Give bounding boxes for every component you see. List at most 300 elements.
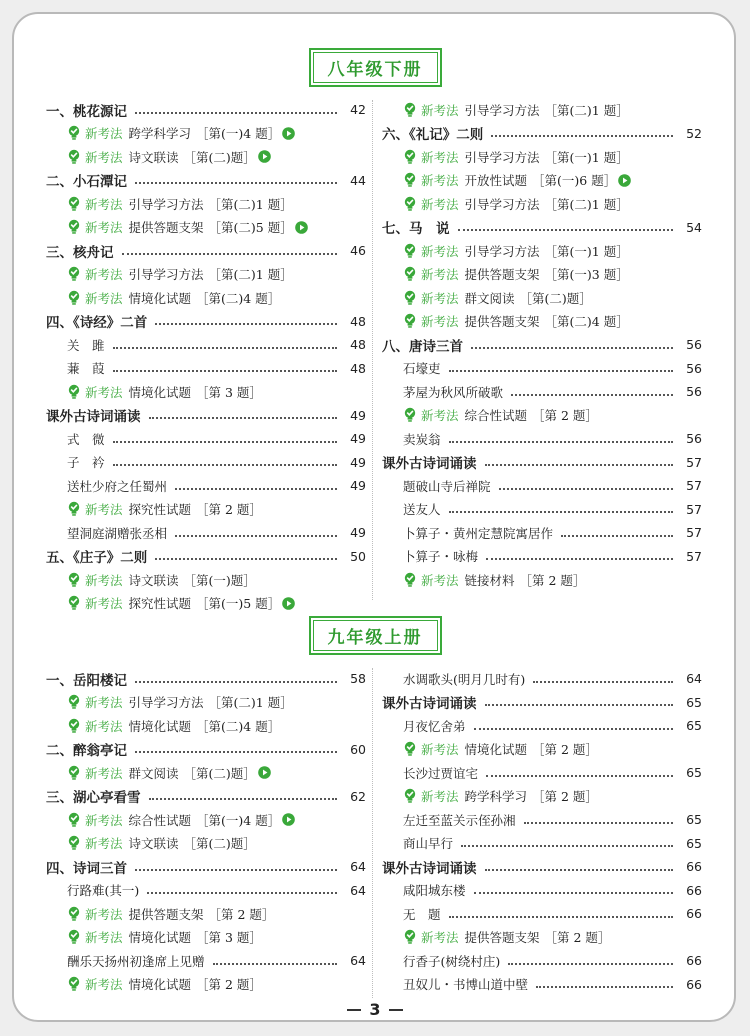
question-reference: ［第(二)1 题］ — [544, 102, 629, 118]
dot-leader — [113, 370, 337, 372]
dot-leader — [485, 869, 674, 871]
new-exam-method-tag: 新考法 — [85, 126, 123, 142]
question-type: 群文阅读 — [128, 765, 179, 781]
question-type: 跨学科学习 — [128, 126, 192, 142]
question-type: 引导学习方法 — [464, 196, 540, 212]
toc-page-number: 57 — [686, 548, 702, 564]
dot-leader — [533, 681, 673, 683]
question-reference: ［第 2 题］ — [532, 742, 598, 758]
dot-leader — [149, 417, 338, 419]
dot-leader — [449, 511, 673, 513]
toc-entry — [382, 667, 702, 691]
question-type: 提供答题支架 — [128, 906, 204, 922]
lightbulb-icon — [67, 718, 81, 734]
toc-page-number: 62 — [350, 788, 366, 804]
new-exam-method-entry — [382, 98, 702, 122]
toc-entry-title: 丑奴儿・书博山道中壁 — [403, 977, 529, 993]
toc-entry-title: 式 微 — [67, 431, 105, 447]
lightbulb-icon — [67, 929, 81, 945]
toc-chapter-heading — [382, 122, 702, 146]
new-exam-method-tag: 新考法 — [85, 812, 123, 828]
toc-entry-title: 课外古诗词诵读 — [382, 696, 477, 713]
new-exam-method-tag: 新考法 — [421, 930, 459, 946]
toc-page-number: 49 — [350, 454, 366, 470]
lightbulb-icon — [67, 266, 81, 282]
toc-entry — [382, 902, 702, 926]
lightbulb-icon — [403, 741, 417, 757]
toc-chapter-heading — [382, 451, 702, 475]
dot-leader — [499, 488, 673, 490]
toc-entry-title: 课外古诗词诵读 — [382, 456, 477, 473]
dot-leader — [135, 869, 337, 871]
dot-leader — [491, 135, 673, 137]
toc-entry-title: 卖炭翁 — [403, 431, 441, 447]
toc-entry-title: 行香子(树绕村庄) — [403, 953, 501, 969]
lightbulb-icon — [67, 572, 81, 588]
dot-leader — [135, 112, 337, 114]
new-exam-method-tag: 新考法 — [85, 906, 123, 922]
section-banner-label: 八年级下册 — [313, 52, 438, 83]
new-exam-method-entry — [46, 380, 366, 404]
lightbulb-icon — [67, 595, 81, 611]
toc-entry-title: 五、《庄子》二则 — [46, 550, 148, 567]
new-exam-method-tag: 新考法 — [421, 102, 459, 118]
dot-leader — [471, 347, 673, 349]
toc-entry-title: 行路难(其一) — [67, 883, 140, 899]
footer-dash-left — [347, 1009, 361, 1011]
toc-page-number: 56 — [686, 360, 702, 376]
toc-page-number: 48 — [350, 337, 366, 353]
question-type: 情境化试题 — [128, 718, 192, 734]
toc-chapter-heading — [46, 545, 366, 569]
dot-leader — [113, 464, 337, 466]
toc-entry-title: 茅屋为秋风所破歌 — [403, 384, 504, 400]
question-type: 探究性试题 — [128, 596, 192, 612]
toc-entry — [382, 879, 702, 903]
toc-page-number: 64 — [350, 882, 366, 898]
question-type: 探究性试题 — [128, 502, 192, 518]
toc-chapter-heading — [46, 310, 366, 334]
toc-entry-title: 三、核舟记 — [46, 244, 114, 261]
toc-chapter-heading — [46, 855, 366, 879]
new-exam-method-tag: 新考法 — [85, 149, 123, 165]
new-exam-method-entry — [46, 145, 366, 169]
lightbulb-icon — [403, 266, 417, 282]
toc-chapter-heading — [46, 738, 366, 762]
dot-leader — [113, 441, 337, 443]
question-reference: ［第(二)1 题］ — [544, 196, 629, 212]
new-exam-method-entry — [46, 808, 366, 832]
column-divider — [372, 100, 373, 600]
toc-entry — [382, 357, 702, 381]
new-exam-method-entry — [46, 192, 366, 216]
toc-page-number: 42 — [350, 102, 366, 118]
lightbulb-icon — [67, 765, 81, 781]
question-type: 引导学习方法 — [128, 196, 204, 212]
toc-entry-title: 二、醉翁亭记 — [46, 743, 127, 760]
toc-entry — [46, 333, 366, 357]
lightbulb-icon — [67, 125, 81, 141]
question-reference: ［第(二)题］ — [183, 149, 256, 165]
new-exam-method-entry — [46, 498, 366, 522]
question-type: 引导学习方法 — [464, 243, 540, 259]
question-reference: ［第(一)1 题］ — [544, 243, 629, 259]
toc-entry — [382, 973, 702, 997]
lightbulb-icon — [403, 788, 417, 804]
lightbulb-icon — [403, 572, 417, 588]
question-type: 引导学习方法 — [128, 695, 204, 711]
question-reference: ［第(一)3 题］ — [544, 267, 629, 283]
dot-leader — [449, 441, 673, 443]
question-reference: ［第(二)题］ — [183, 765, 256, 781]
dot-leader — [122, 253, 338, 255]
toc-page-number: 57 — [686, 501, 702, 517]
new-exam-method-tag: 新考法 — [85, 196, 123, 212]
new-exam-method-entry — [46, 592, 366, 616]
toc-entry — [46, 879, 366, 903]
new-exam-method-entry — [382, 785, 702, 809]
lightbulb-icon — [403, 290, 417, 306]
dot-leader — [485, 464, 674, 466]
toc-entry-title: 一、桃花源记 — [46, 103, 127, 120]
toc-page-number: 56 — [686, 384, 702, 400]
toc-chapter-heading — [382, 855, 702, 879]
toc-page-number: 56 — [686, 431, 702, 447]
question-type: 引导学习方法 — [128, 267, 204, 283]
toc-entry-title: 七、马 说 — [382, 221, 450, 238]
question-type: 跨学科学习 — [464, 789, 528, 805]
new-exam-method-tag: 新考法 — [421, 789, 459, 805]
toc-left-column — [46, 667, 366, 996]
question-type: 综合性试题 — [128, 812, 192, 828]
question-reference: ［第(一)4 题］ — [196, 812, 281, 828]
toc-entry-title: 长沙过贾谊宅 — [403, 765, 479, 781]
new-exam-method-entry — [46, 973, 366, 997]
new-exam-method-tag: 新考法 — [421, 290, 459, 306]
toc-entry — [382, 545, 702, 569]
toc-page-number: 49 — [350, 431, 366, 447]
new-exam-method-tag: 新考法 — [421, 267, 459, 283]
new-exam-method-tag: 新考法 — [421, 196, 459, 212]
question-reference: ［第(二)题］ — [519, 290, 592, 306]
new-exam-method-tag: 新考法 — [421, 243, 459, 259]
toc-entry — [46, 427, 366, 451]
new-exam-method-tag: 新考法 — [85, 930, 123, 946]
section-banner-grade8-vol2 — [0, 52, 750, 82]
play-video-icon[interactable] — [282, 597, 295, 610]
new-exam-method-tag: 新考法 — [85, 977, 123, 993]
lightbulb-icon — [403, 313, 417, 329]
toc-page-number: 48 — [350, 313, 366, 329]
toc-entry-title: 望洞庭湖赠张丞相 — [67, 525, 168, 541]
toc-entry — [382, 949, 702, 973]
lightbulb-icon — [403, 149, 417, 165]
toc-chapter-heading — [46, 404, 366, 428]
new-exam-method-entry — [46, 122, 366, 146]
toc-page-number: 44 — [350, 172, 366, 188]
toc-page-number: 65 — [686, 835, 702, 851]
toc-page-number: 64 — [350, 953, 366, 969]
dot-leader — [175, 535, 337, 537]
toc-entry — [382, 761, 702, 785]
question-type: 提供答题支架 — [464, 930, 540, 946]
toc-entry-title: 送友人 — [403, 502, 441, 518]
toc-page-number: 64 — [350, 859, 366, 875]
question-reference: ［第 2 题］ — [519, 572, 586, 588]
question-reference: ［第(二)4 题］ — [196, 718, 281, 734]
question-reference: ［第(二)5 题］ — [208, 220, 293, 236]
dot-leader — [149, 798, 338, 800]
toc-entry-title: 卜算子・黄州定慧院寓居作 — [403, 525, 554, 541]
dot-leader — [135, 182, 337, 184]
section-banner-label: 九年级上册 — [313, 620, 438, 651]
new-exam-method-entry — [382, 169, 702, 193]
lightbulb-icon — [67, 976, 81, 992]
toc-entry-title: 酬乐天扬州初逢席上见赠 — [67, 953, 205, 969]
toc-entry — [382, 714, 702, 738]
new-exam-method-tag: 新考法 — [85, 765, 123, 781]
lightbulb-icon — [67, 835, 81, 851]
question-reference: ［第(二)1 题］ — [208, 196, 293, 212]
new-exam-method-entry — [382, 310, 702, 334]
toc-page-number: 49 — [350, 407, 366, 423]
dot-leader — [474, 728, 673, 730]
play-video-icon[interactable] — [282, 813, 295, 826]
question-reference: ［第(二)题］ — [183, 836, 256, 852]
question-reference: ［第(一)4 题］ — [196, 126, 281, 142]
new-exam-method-tag: 新考法 — [85, 290, 123, 306]
dot-leader — [561, 535, 673, 537]
dot-leader — [155, 323, 337, 325]
toc-chapter-heading — [46, 239, 366, 263]
lightbulb-icon — [403, 172, 417, 188]
new-exam-method-entry — [382, 239, 702, 263]
toc-page-number: 66 — [686, 859, 702, 875]
question-type: 开放性试题 — [464, 173, 528, 189]
toc-page-number: 49 — [350, 478, 366, 494]
toc-entry-title: 关 雎 — [67, 337, 105, 353]
toc-page-number: 65 — [686, 765, 702, 781]
new-exam-method-tag: 新考法 — [421, 742, 459, 758]
new-exam-method-entry — [382, 192, 702, 216]
toc-entry — [46, 451, 366, 475]
dot-leader — [508, 963, 673, 965]
dot-leader — [135, 681, 337, 683]
dot-leader — [511, 394, 673, 396]
question-type: 引导学习方法 — [464, 102, 540, 118]
question-reference: ［第(二)1 题］ — [208, 267, 293, 283]
dot-leader — [461, 845, 673, 847]
toc-page-number: 65 — [686, 694, 702, 710]
play-video-icon[interactable] — [618, 174, 631, 187]
page-footer — [0, 1000, 750, 1019]
toc-page-number: 49 — [350, 525, 366, 541]
toc-entry — [382, 427, 702, 451]
toc-chapter-heading — [46, 98, 366, 122]
question-reference: ［第(一)5 题］ — [196, 596, 281, 612]
toc-entry-title: 题破山寺后禅院 — [403, 478, 491, 494]
play-video-icon[interactable] — [295, 221, 308, 234]
toc-left-column — [46, 98, 366, 615]
toc-page-number: 66 — [686, 882, 702, 898]
lightbulb-icon — [67, 196, 81, 212]
toc-page-number: 50 — [350, 548, 366, 564]
toc-entry-title: 子 衿 — [67, 455, 105, 471]
lightbulb-icon — [403, 196, 417, 212]
new-exam-method-entry — [46, 568, 366, 592]
toc-entry — [382, 521, 702, 545]
new-exam-method-tag: 新考法 — [85, 695, 123, 711]
new-exam-method-tag: 新考法 — [421, 149, 459, 165]
question-type: 情境化试题 — [128, 384, 192, 400]
new-exam-method-tag: 新考法 — [421, 314, 459, 330]
dot-leader — [458, 229, 674, 231]
toc-chapter-heading — [46, 169, 366, 193]
new-exam-method-tag: 新考法 — [85, 502, 123, 518]
question-type: 提供答题支架 — [464, 314, 540, 330]
question-type: 引导学习方法 — [464, 149, 540, 165]
question-reference: ［第(二)4 题］ — [196, 290, 281, 306]
toc-entry-title: 无 题 — [403, 906, 441, 922]
dot-leader — [155, 558, 337, 560]
toc-page-number: 65 — [686, 812, 702, 828]
new-exam-method-tag: 新考法 — [421, 572, 459, 588]
toc-page-number: 57 — [686, 525, 702, 541]
question-type: 情境化试题 — [128, 290, 192, 306]
new-exam-method-entry — [382, 568, 702, 592]
section-banner-grade9-vol1 — [0, 620, 750, 650]
new-exam-method-tag: 新考法 — [85, 384, 123, 400]
question-type: 群文阅读 — [464, 290, 515, 306]
question-reference: ［第(一)6 题］ — [532, 173, 617, 189]
question-reference: ［第 2 题］ — [196, 977, 262, 993]
new-exam-method-entry — [46, 902, 366, 926]
new-exam-method-entry — [46, 216, 366, 240]
new-exam-method-entry — [382, 926, 702, 950]
new-exam-method-tag: 新考法 — [85, 596, 123, 612]
toc-entry-title: 二、小石潭记 — [46, 174, 127, 191]
toc-entry — [382, 808, 702, 832]
new-exam-method-tag: 新考法 — [85, 220, 123, 236]
dot-leader — [213, 963, 337, 965]
question-type: 提供答题支架 — [464, 267, 540, 283]
toc-chapter-heading — [382, 216, 702, 240]
play-video-icon[interactable] — [258, 766, 271, 779]
toc-entry-title: 八、唐诗三首 — [382, 338, 463, 355]
dot-leader — [147, 892, 337, 894]
question-reference: ［第(一)题］ — [183, 572, 256, 588]
toc-entry-title: 课外古诗词诵读 — [382, 860, 477, 877]
question-reference: ［第 2 题］ — [532, 789, 598, 805]
play-video-icon[interactable] — [282, 127, 295, 140]
new-exam-method-entry — [382, 263, 702, 287]
toc-right-column — [382, 98, 702, 592]
toc-entry-title: 课外古诗词诵读 — [46, 409, 141, 426]
new-exam-method-entry — [382, 145, 702, 169]
lightbulb-icon — [67, 906, 81, 922]
toc-entry-title: 卜算子・咏梅 — [403, 549, 479, 565]
new-exam-method-entry — [46, 691, 366, 715]
new-exam-method-entry — [46, 263, 366, 287]
toc-page-number: 64 — [686, 671, 702, 687]
new-exam-method-entry — [46, 926, 366, 950]
toc-entry-title: 石壕吏 — [403, 361, 441, 377]
toc-entry-title: 一、岳阳楼记 — [46, 672, 127, 689]
new-exam-method-tag: 新考法 — [421, 408, 459, 424]
lightbulb-icon — [403, 243, 417, 259]
question-type: 链接材料 — [464, 572, 515, 588]
play-video-icon[interactable] — [258, 150, 271, 163]
dot-leader — [449, 370, 673, 372]
question-type: 情境化试题 — [128, 977, 192, 993]
new-exam-method-tag: 新考法 — [85, 836, 123, 852]
page-number: 3 — [369, 1000, 381, 1019]
lightbulb-icon — [67, 384, 81, 400]
toc-entry-title: 水调歌头(明月几时有) — [403, 671, 526, 687]
footer-dash-right — [389, 1009, 403, 1011]
toc-page-number: 57 — [686, 478, 702, 494]
toc-entry — [46, 474, 366, 498]
new-exam-method-entry — [46, 832, 366, 856]
toc-entry — [46, 949, 366, 973]
lightbulb-icon — [403, 929, 417, 945]
toc-entry — [382, 498, 702, 522]
toc-entry-title: 左迁至蓝关示侄孙湘 — [403, 812, 516, 828]
question-type: 诗文联读 — [128, 149, 179, 165]
toc-entry-title: 月夜忆舍弟 — [403, 718, 466, 734]
new-exam-method-tag: 新考法 — [85, 267, 123, 283]
new-exam-method-entry — [46, 761, 366, 785]
lightbulb-icon — [67, 219, 81, 235]
lightbulb-icon — [67, 290, 81, 306]
new-exam-method-entry — [46, 286, 366, 310]
toc-page-number: 54 — [686, 219, 702, 235]
lightbulb-icon — [403, 102, 417, 118]
question-reference: ［第 3 题］ — [196, 930, 262, 946]
new-exam-method-tag: 新考法 — [421, 173, 459, 189]
toc-page-number: 66 — [686, 953, 702, 969]
question-reference: ［第 2 题］ — [196, 502, 262, 518]
question-reference: ［第(二)4 题］ — [544, 314, 629, 330]
dot-leader — [485, 704, 674, 706]
new-exam-method-tag: 新考法 — [85, 572, 123, 588]
question-type: 诗文联读 — [128, 572, 179, 588]
toc-entry — [46, 357, 366, 381]
column-divider — [372, 668, 373, 998]
dot-leader — [524, 822, 673, 824]
dot-leader — [135, 751, 337, 753]
dot-leader — [474, 892, 673, 894]
toc-entry-title: 四、《诗经》二首 — [46, 315, 148, 332]
toc-page-number: 48 — [350, 360, 366, 376]
toc-entry-title: 咸阳城东楼 — [403, 883, 466, 899]
dot-leader — [175, 488, 337, 490]
toc-page-number: 56 — [686, 337, 702, 353]
dot-leader — [536, 986, 673, 988]
new-exam-method-entry — [46, 714, 366, 738]
new-exam-method-tag: 新考法 — [85, 718, 123, 734]
toc-entry-title: 蒹 葭 — [67, 361, 105, 377]
toc-chapter-heading — [46, 785, 366, 809]
new-exam-method-entry — [382, 286, 702, 310]
question-reference: ［第 2 题］ — [544, 930, 611, 946]
question-reference: ［第(二)1 题］ — [208, 695, 293, 711]
question-reference: ［第(一)1 题］ — [544, 149, 629, 165]
toc-page-number: 57 — [686, 454, 702, 470]
lightbulb-icon — [403, 407, 417, 423]
toc-entry-title: 送杜少府之任蜀州 — [67, 478, 168, 494]
question-type: 情境化试题 — [128, 930, 192, 946]
